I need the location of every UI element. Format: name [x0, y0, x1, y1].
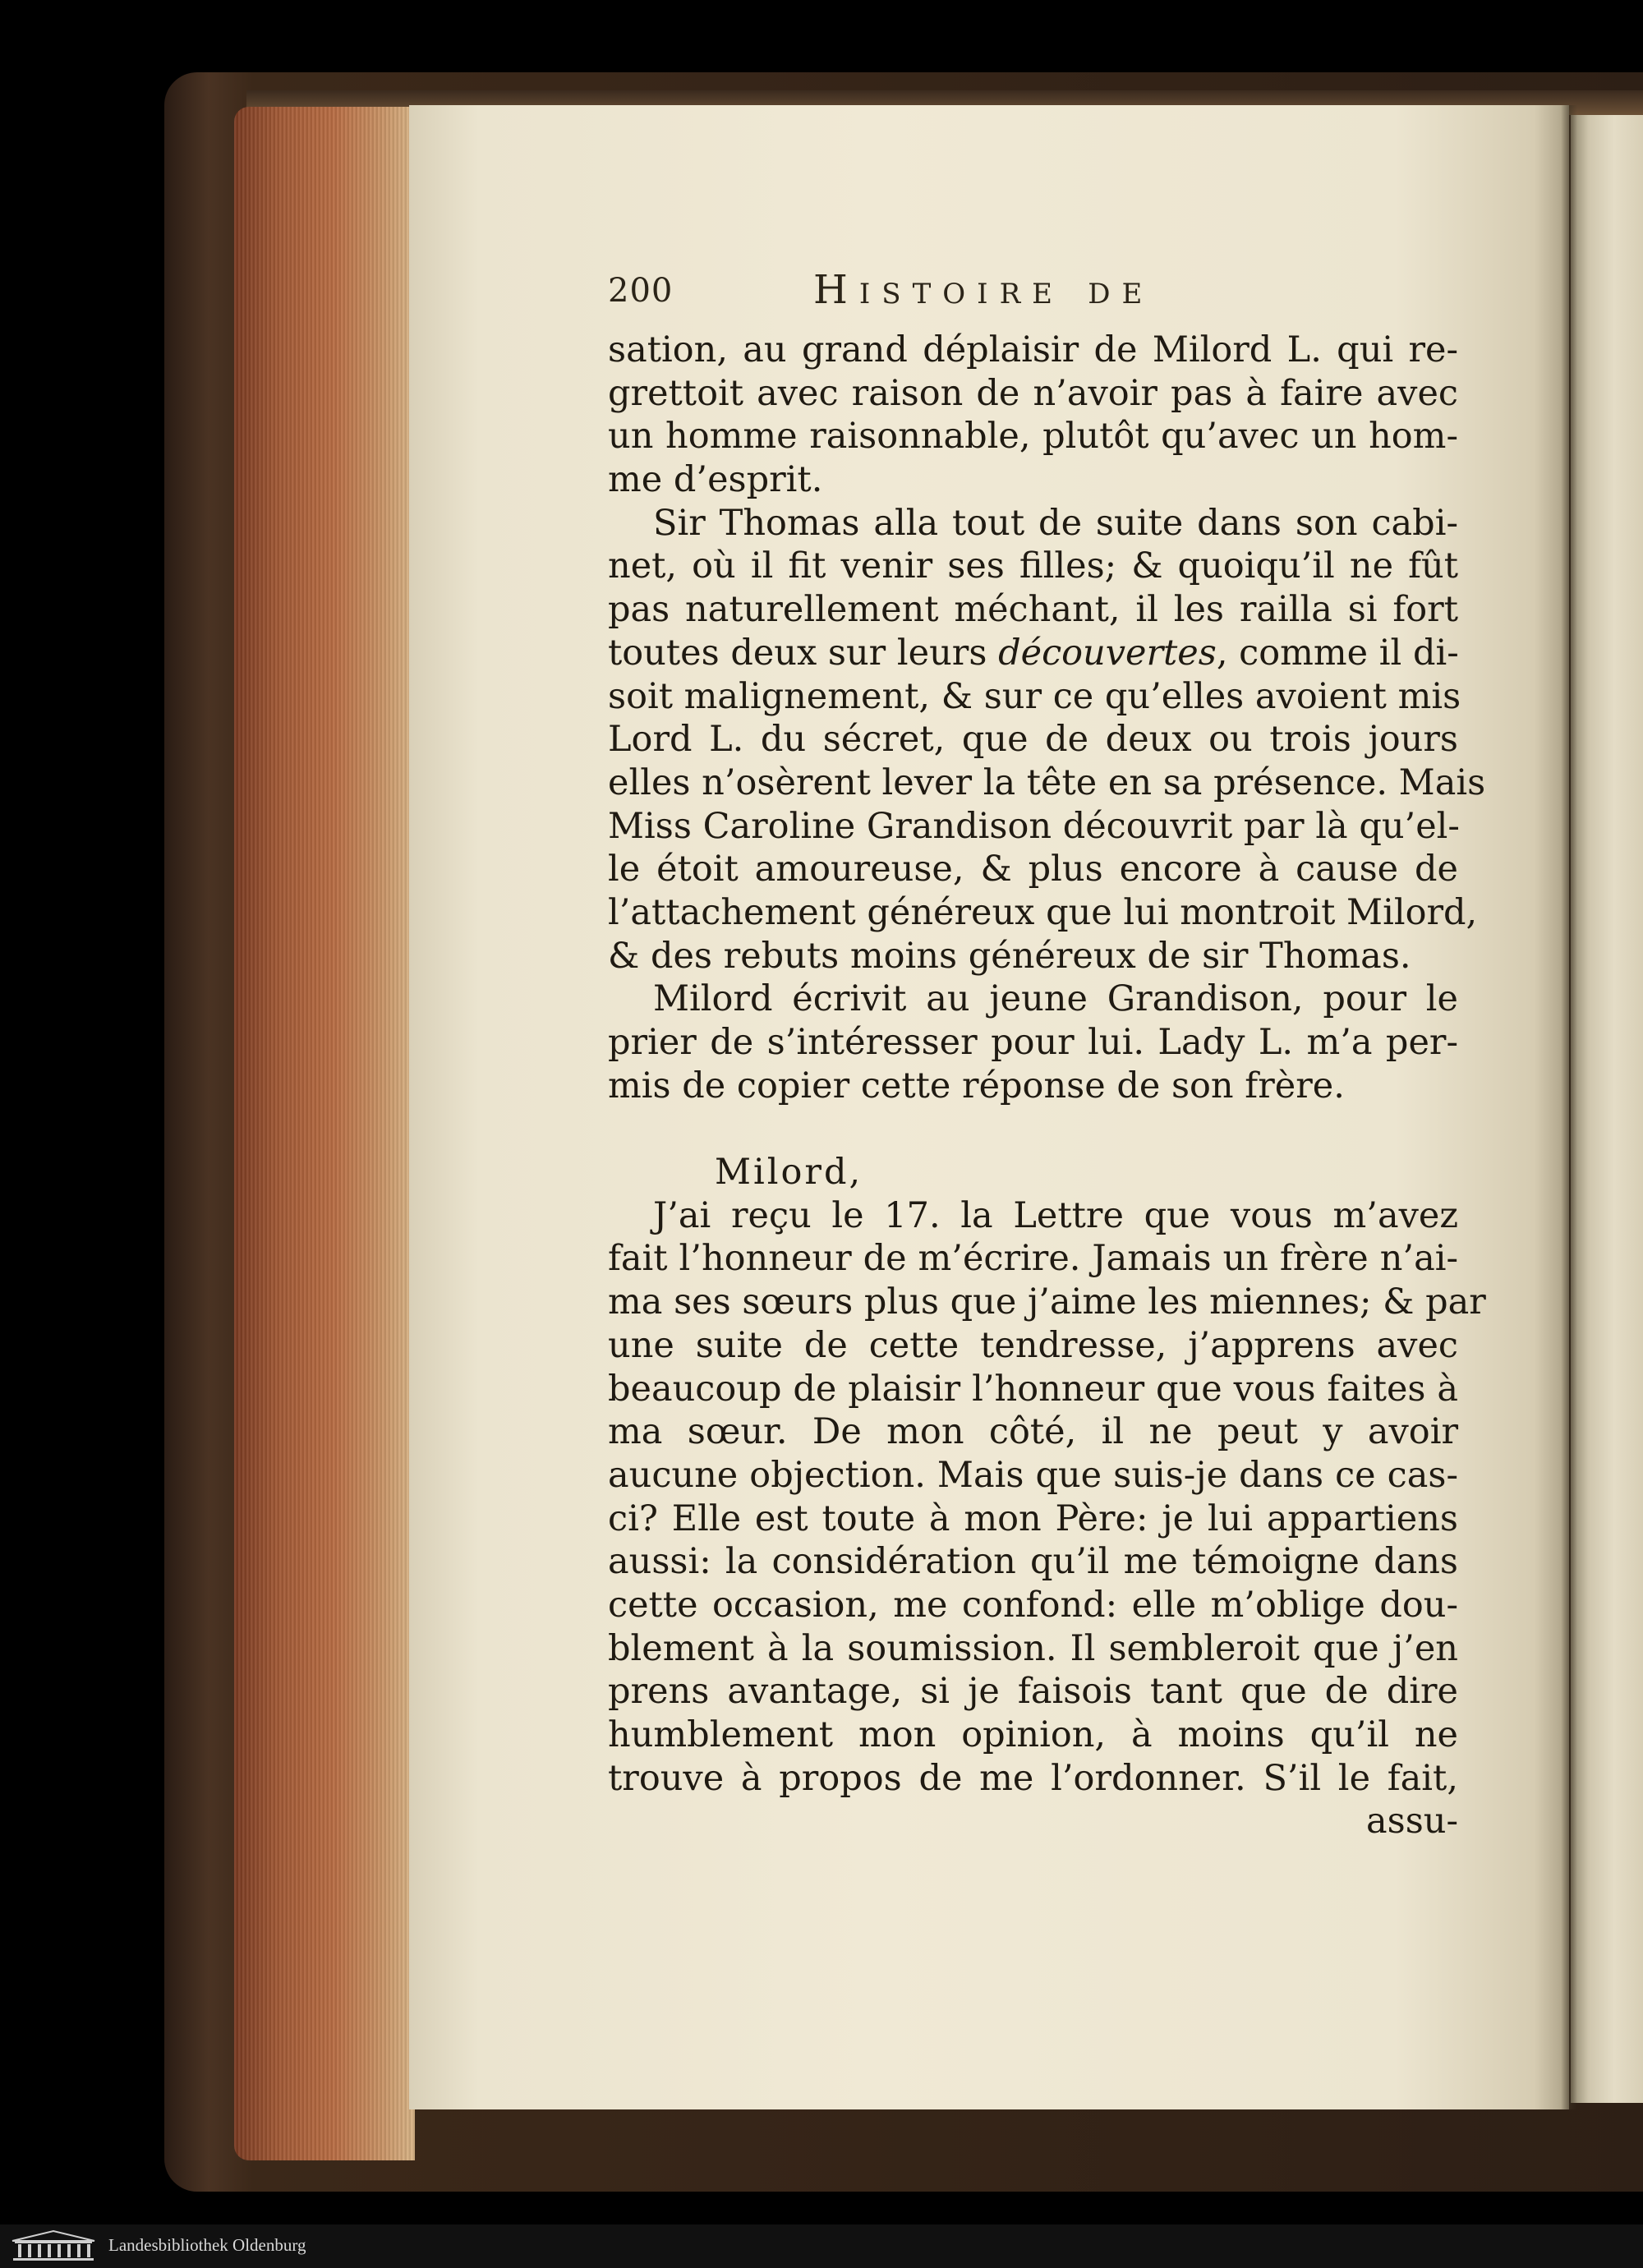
library-building-icon [8, 2229, 99, 2262]
catchword: assu- [1366, 1801, 1458, 1842]
text-line: mis de copier cette réponse de son frère. [608, 1065, 1345, 1106]
text-line: J’ai reçu le 17. la Lettre que vous m’avez [653, 1194, 1458, 1236]
text-line: ci? Elle est toute à mon Père: je lui appartiens [608, 1497, 1458, 1539]
text-line: ma ses sœurs plus que j’aime les miennes; & par [608, 1281, 1486, 1323]
page-gutter [1561, 105, 1577, 2109]
text-line: net, où il fit venir ses filles; & quoiqu’il ne fût [608, 545, 1458, 587]
text-line: Sir Thomas alla tout de suite dans son cabi- [653, 502, 1458, 544]
text-line: Miss Caroline Grandison découvrit par là qu’el- [608, 805, 1460, 847]
text-line: aussi: la considération qu’il me témoigne dans [608, 1541, 1458, 1583]
library-name: Landesbibliothek Oldenburg [108, 2235, 306, 2255]
text-line: me d’esprit. [608, 459, 823, 501]
text-line: Milord écrivit au jeune Grandison, pour le [653, 978, 1458, 1020]
text-line: ma sœur. De mon côté, il ne peut y avoir [608, 1411, 1458, 1453]
text-line: humblement mon opinion, à moins qu’il ne [608, 1714, 1458, 1755]
text-line: Lord L. du sécret, que de deux ou trois jours [608, 719, 1458, 761]
page-header [608, 267, 1458, 316]
text-line: blement à la soumission. Il sembleroit que j’en [608, 1627, 1458, 1669]
letter-salutation: Milord, [715, 1152, 863, 1194]
text-line: l’attachement généreux que lui montroit Milord, [608, 891, 1478, 933]
page-block-edge [234, 107, 415, 2160]
text-line: grettoit avec raison de n’avoir pas à faire avec [608, 372, 1458, 414]
text-line: un homme raisonnable, plutôt qu’avec un hom- [608, 416, 1458, 458]
text-line: trouve à propos de me l’ordonner. S’il le fait, [608, 1757, 1458, 1799]
text-line: une suite de cette tendresse, j’apprens avec [608, 1324, 1458, 1366]
text-line: prens avantage, si je faisois tant que de dire [608, 1671, 1458, 1713]
running-head: Histoire de [813, 267, 1154, 313]
text-segment: , comme il di- [1216, 632, 1459, 674]
text-line-with-italic [608, 632, 1458, 675]
blank-line [608, 1107, 1458, 1151]
text-line: le étoit amoureuse, & plus encore à cause de [608, 849, 1458, 890]
text-line: sation, au grand déplaisir de Milord L. qui re- [608, 329, 1458, 370]
text-line: beaucoup de plaisir l’honneur que vous faites à [608, 1368, 1458, 1410]
page-number: 200 [608, 272, 674, 310]
text-line: cette occasion, me confond: elle m’oblige dou- [608, 1584, 1458, 1626]
text-line: soit malignement, & sur ce qu’elles avoient mis [608, 675, 1461, 717]
text-line: elles n’osèrent lever la tête en sa présence. Mais [608, 761, 1486, 803]
text-segment: toutes deux sur leurs [608, 632, 987, 674]
text-line: aucune objection. Mais que suis-je dans ce cas- [608, 1454, 1458, 1496]
text-line: fait l’honneur de m’écrire. Jamais un frère n’ai- [608, 1238, 1458, 1280]
text-line: & des rebuts moins généreux de sir Thomas. [608, 935, 1411, 977]
text-line: pas naturellement méchant, il les railla si fort [608, 589, 1458, 631]
footer-bar [0, 2224, 1643, 2268]
body-text [608, 329, 1486, 1843]
italic-word: découvertes [998, 632, 1217, 674]
text-line: prier de s’intéresser pour lui. Lady L. m’a per- [608, 1022, 1458, 1063]
right-page-sliver [1571, 115, 1643, 2103]
